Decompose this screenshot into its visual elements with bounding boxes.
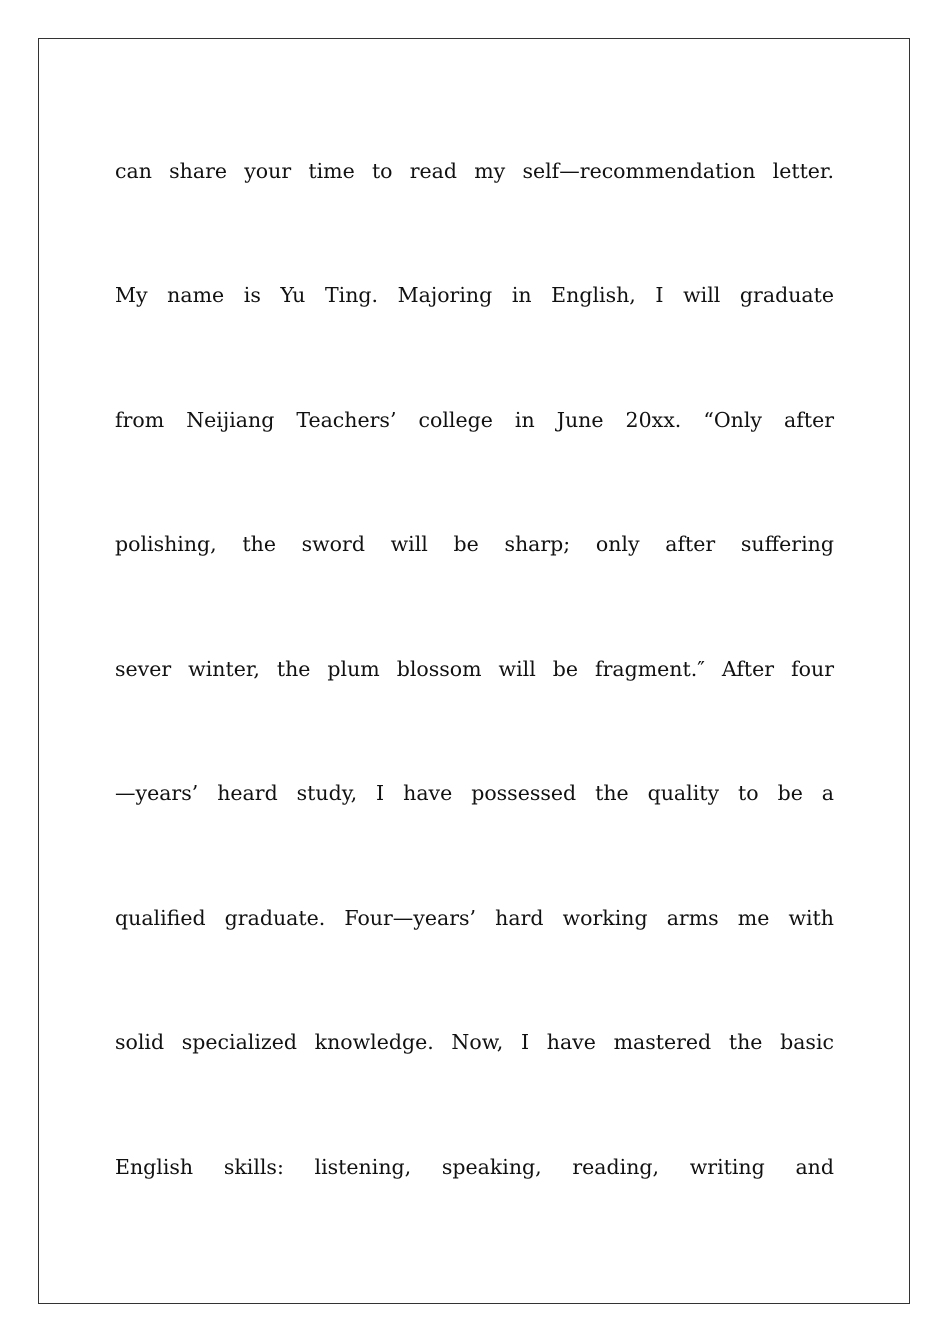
text-line-7: qualified graduate. Four—years’ hard working arms me with	[115, 905, 834, 930]
text-line-6: —years’ heard study, I have possessed the quality to be a	[115, 780, 834, 805]
text-line-5: sever winter, the plum blossom will be fragment.″ After four	[115, 656, 834, 681]
text-line-9: English skills: listening, speaking, reading, writing and	[115, 1154, 834, 1179]
text-line-4: polishing, the sword will be sharp; only after suffering	[115, 531, 834, 556]
text-line-3: from Neijiang Teachers’ college in June 20xx. “Only after	[115, 407, 834, 432]
text-line-2: My name is Yu Ting. Majoring in English, I will graduate	[115, 282, 834, 307]
text-line-8: solid specialized knowledge. Now, I have mastered the basic	[115, 1029, 834, 1054]
text-line-1: can share your time to read my self—recommendation letter.	[115, 158, 834, 183]
